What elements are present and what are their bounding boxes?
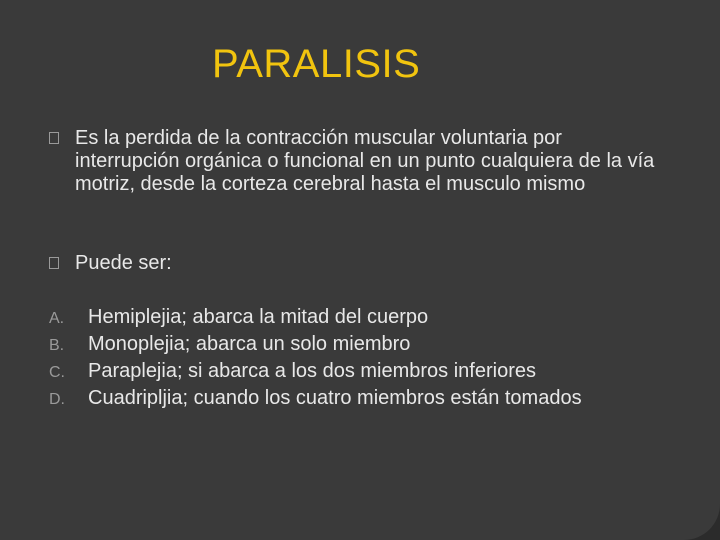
- square-bullet-icon: [49, 132, 59, 144]
- list-item-monoplejia: Monoplejia; abarca un solo miembro: [88, 333, 411, 355]
- bullet-definition: Es la perdida de la contracción muscular voluntaria por interrupción orgánica o funcional en un punto cualquiera de la vía motriz, desde la corteza cerebral hasta el musculo mismo: [75, 127, 655, 195]
- bullet-puede-ser: Puede ser:: [75, 252, 172, 274]
- slide-title: PARALISIS: [212, 42, 421, 86]
- list-marker-b: B.: [49, 337, 65, 354]
- list-item-cuadripljia: Cuadripljia; cuando los cuatro miembros están tomados: [88, 387, 582, 409]
- list-marker-d: D.: [49, 391, 65, 408]
- square-bullet-icon: [49, 257, 59, 269]
- list-item-hemiplejia: Hemiplejia; abarca la mitad del cuerpo: [88, 306, 429, 328]
- list-item-paraplejia: Paraplejia; si abarca a los dos miembros inferiores: [88, 360, 536, 382]
- list-marker-c: C.: [49, 364, 65, 381]
- list-marker-a: A.: [49, 310, 65, 327]
